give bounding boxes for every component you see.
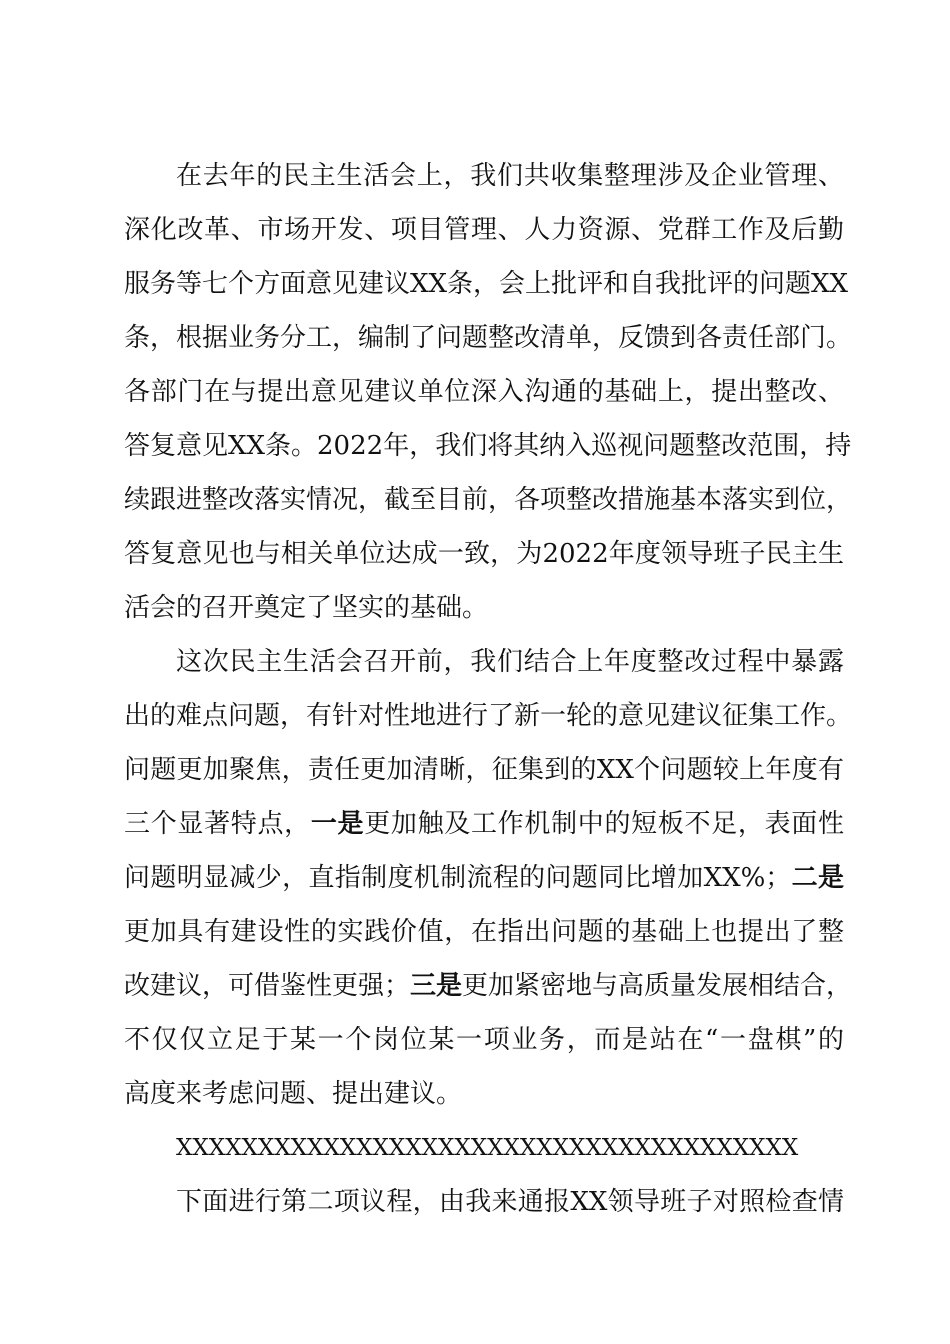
paragraph-1-line-6: 答复意见XX条。2022年，我们将其纳入巡视问题整改范围，持 [124,431,852,461]
text-run: 三个显著特点， [124,809,311,839]
paragraph-1-line-1: 在去年的民主生活会上，我们共收集整理涉及企业管理、 [176,161,844,191]
paragraph-1-line-4: 条，根据业务分工，编制了问题整改清单，反馈到各责任部门。 [124,323,853,353]
paragraph-2-line-2: 出的难点问题，有针对性地进行了新一轮的意见建议征集工作。 [124,701,853,731]
text-run: 更加触及工作机制中的短板不足，表面性 [364,809,844,839]
paragraph-1-line-5: 各部门在与提出意见建议单位深入沟通的基础上，提出整改、 [124,377,844,407]
paragraph-1-line-2: 深化改革、市场开发、项目管理、人力资源、党群工作及后勤 [124,215,844,245]
paragraph-2-line-6: 更加具有建设性的实践价值，在指出问题的基础上也提出了整 [124,917,844,947]
paragraph-3-line-1: 下面进行第二项议程，由我来通报XX领导班子对照检查情 [176,1187,844,1217]
paragraph-1-line-3: 服务等七个方面意见建议XX条，会上批评和自我批评的问题XX [124,269,849,299]
text-run: 改建议，可借鉴性更强； [124,971,411,1001]
placeholder-line: XXXXXXXXXXXXXXXXXXXXXXXXXXXXXXXXXXXXXX [176,1135,799,1161]
paragraph-2-line-7 [124,966,853,1006]
bold-marker-first: 一是 [310,809,365,839]
paragraph-1-line-9: 活会的召开奠定了坚实的基础。 [124,593,489,623]
paragraph-1-line-7: 续跟进整改落实情况，截至目前，各项整改措施基本落实到位， [124,485,853,515]
bold-marker-second: 二是 [791,863,844,893]
paragraph-1-line-8: 答复意见也与相关单位达成一致，为2022年度领导班子民主生 [124,539,844,569]
paragraph-2-line-3: 问题更加聚焦，责任更加清晰，征集到的XX个问题较上年度有 [124,755,844,785]
paragraph-2-line-9: 高度来考虑问题、提出建议。 [124,1079,463,1109]
paragraph-2-line-1: 这次民主生活会召开前，我们结合上年度整改过程中暴露 [176,647,844,677]
paragraph-2-line-8: 不仅仅立足于某一个岗位某一项业务，而是站在“一盘棋”的 [124,1025,844,1055]
bold-marker-third: 三是 [410,971,463,1001]
paragraph-2-line-4 [124,804,844,844]
text-run: 问题明显减少，直指制度机制流程的问题同比增加XX%； [124,863,792,893]
paragraph-2-line-5 [124,858,844,898]
text-run: 更加紧密地与高质量发展相结合， [462,971,853,1001]
